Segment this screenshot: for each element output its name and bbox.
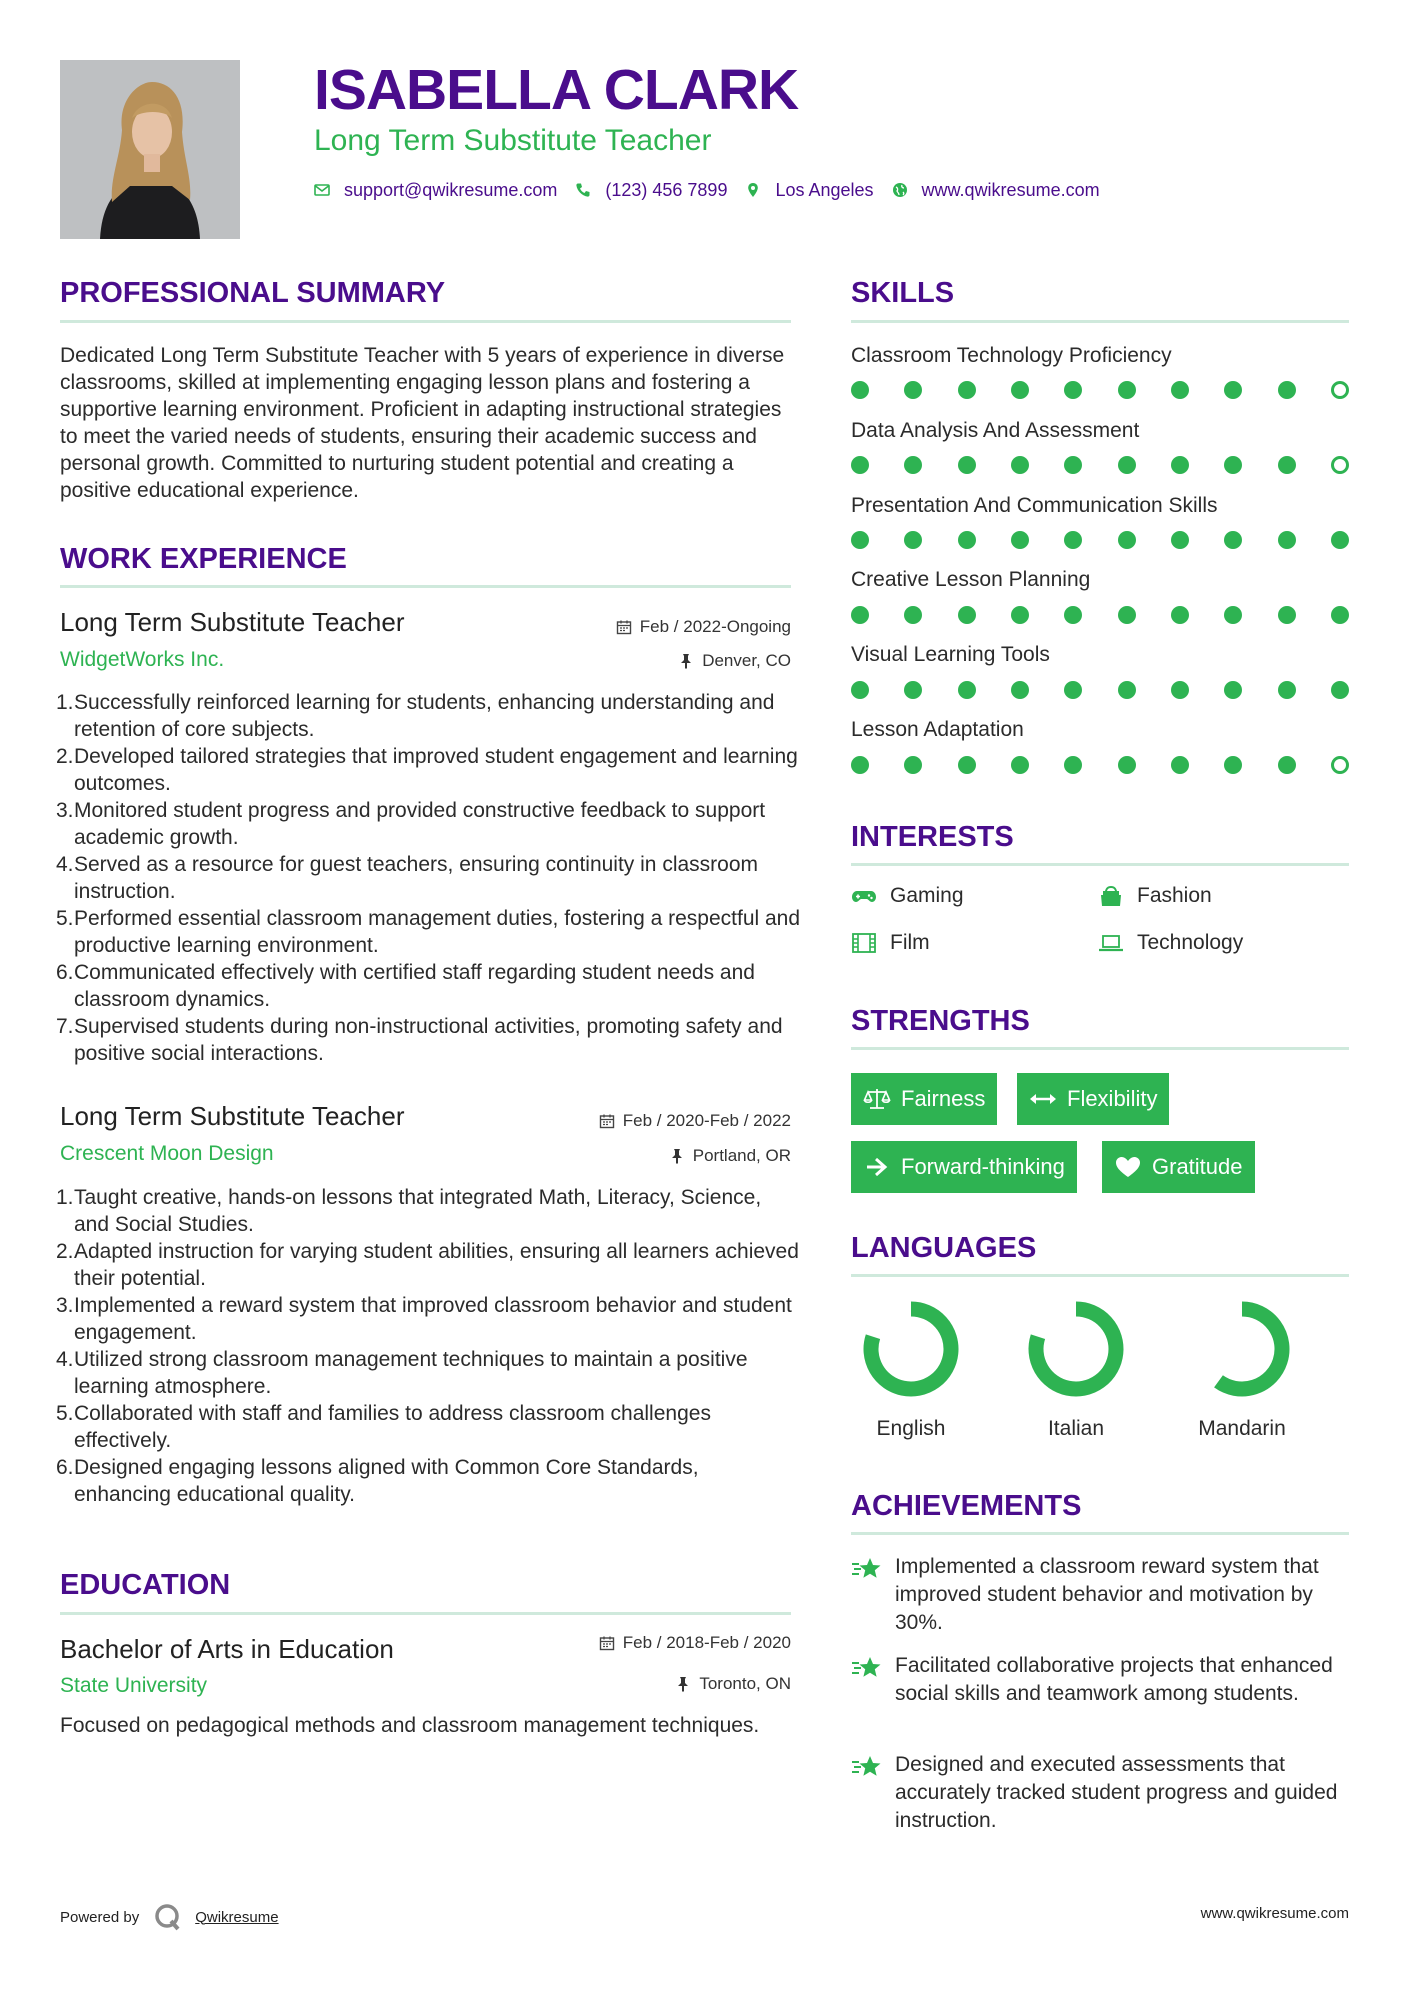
location-text: Los Angeles: [775, 179, 874, 200]
list-item: 2. Adapted instruction for varying student abilities, ensuring all learners achieved their potential.: [56, 1240, 799, 1290]
footer-website[interactable]: www.qwikresume.com: [1200, 1905, 1349, 1922]
skill-dot-filled: [1224, 606, 1242, 624]
skill-dot-filled: [851, 756, 869, 774]
skill-dot-filled: [1278, 756, 1296, 774]
job-title: Long Term Substitute Teacher: [60, 607, 405, 637]
shopping-bag-icon: [1098, 885, 1124, 907]
skill-dot-filled: [1171, 681, 1189, 699]
interest-item: [1098, 883, 1212, 909]
job-company: Crescent Moon Design: [60, 1142, 274, 1165]
pin-icon: [678, 653, 694, 669]
skill-dot-filled: [1011, 531, 1029, 549]
language-proficiency-ring: [862, 1300, 960, 1398]
footer-powered-by: [60, 1902, 279, 1932]
skill-name: Lesson Adaptation: [851, 718, 1024, 741]
skill-dot-filled: [904, 756, 922, 774]
degree-title: Bachelor of Arts in Education: [60, 1634, 394, 1664]
strength-badge: [851, 1141, 1077, 1193]
heart-icon: [1114, 1155, 1142, 1179]
achievement-text: Implemented a classroom reward system that improved student behavior and motivation by 30%.: [895, 1555, 1319, 1634]
languages-heading: LANGUAGES: [851, 1232, 1037, 1264]
calendar-icon: [616, 619, 632, 635]
list-item: 5. Collaborated with staff and families to address classroom challenges effectively.: [56, 1402, 711, 1452]
job-date-text: Feb / 2022-Ongoing: [639, 617, 791, 636]
achievement-item: [851, 1553, 1351, 1637]
list-item: 6. Designed engaging lessons aligned with Common Core Standards, enhancing educational quality.: [56, 1456, 699, 1506]
strength-label: Flexibility: [1067, 1086, 1158, 1111]
job-date-text: Feb / 2020-Feb / 2022: [622, 1111, 791, 1130]
interest-item: [851, 930, 930, 956]
list-item: 5. Performed essential classroom management duties, fostering a respectful and productive learning environment.: [56, 907, 801, 957]
summary-divider: [60, 320, 791, 323]
skill-rating: [851, 680, 1349, 700]
skills-heading: SKILLS: [851, 277, 955, 309]
contact-location: [745, 180, 873, 201]
experience-heading: WORK EXPERIENCE: [60, 543, 347, 575]
language-item: [1187, 1300, 1297, 1442]
skill-dot-filled: [958, 606, 976, 624]
education-location-text: Toronto, ON: [699, 1674, 791, 1693]
education-location: [675, 1673, 791, 1695]
skill-dot-filled: [958, 756, 976, 774]
summary-heading: PROFESSIONAL SUMMARY: [60, 277, 446, 309]
calendar-icon: [599, 1635, 615, 1651]
skill-dot-filled: [1171, 606, 1189, 624]
job-location-text: Portland, OR: [692, 1146, 791, 1165]
skill-dot-empty: [1331, 456, 1349, 474]
list-item: 3. Monitored student progress and provided constructive feedback to support academic growth.: [56, 799, 766, 849]
interest-item: [1098, 930, 1243, 956]
envelope-icon: [314, 182, 330, 198]
job-date: [616, 616, 791, 638]
star-award-icon: [851, 1654, 883, 1682]
skill-dot-filled: [1171, 456, 1189, 474]
laptop-icon: [1098, 932, 1124, 954]
star-award-icon: [851, 1555, 883, 1583]
interest-label: Fashion: [1137, 884, 1212, 907]
skill-rating: [851, 530, 1349, 550]
skill-rating: [851, 455, 1349, 475]
education-heading: EDUCATION: [60, 1569, 231, 1601]
skill-dot-filled: [1011, 456, 1029, 474]
job-company: WidgetWorks Inc.: [60, 648, 225, 671]
skill-dot-empty: [1331, 756, 1349, 774]
skill-dot-filled: [1278, 456, 1296, 474]
skill-dot-filled: [1171, 756, 1189, 774]
list-item: 1. Taught creative, hands-on lessons that integrated Math, Literacy, Science, and Social Studies.: [56, 1186, 762, 1236]
skill-dot-filled: [1224, 456, 1242, 474]
pin-icon: [669, 1148, 685, 1164]
skill-dot-filled: [1118, 531, 1136, 549]
strength-badge: [1102, 1141, 1255, 1193]
skill-name: Visual Learning Tools: [851, 643, 1050, 666]
skill-dot-empty: [1331, 381, 1349, 399]
skill-dot-filled: [1064, 456, 1082, 474]
skill-rating: [851, 755, 1349, 775]
list-item: 4. Served as a resource for guest teachers, ensuring continuity in classroom instruction.: [56, 853, 759, 903]
contact-email[interactable]: [314, 180, 557, 201]
skill-dot-filled: [1278, 606, 1296, 624]
profile-photo: [60, 60, 240, 239]
achievement-item: [851, 1652, 1351, 1708]
skill-dot-filled: [1118, 606, 1136, 624]
education-description: Focused on pedagogical methods and classroom management techniques.: [60, 1714, 760, 1737]
calendar-icon: [599, 1113, 615, 1129]
achievements-divider: [851, 1532, 1349, 1535]
skill-dot-filled: [904, 381, 922, 399]
strength-label: Fairness: [901, 1086, 986, 1111]
film-icon: [851, 932, 877, 954]
globe-icon: [892, 182, 908, 198]
skill-name: Data Analysis And Assessment: [851, 419, 1140, 442]
skill-dot-filled: [1118, 381, 1136, 399]
contact-website[interactable]: [892, 180, 1100, 201]
interest-label: Gaming: [890, 884, 964, 907]
job-date: [599, 1110, 791, 1132]
phone-text: (123) 456 7899: [605, 179, 728, 200]
achievement-text: Facilitated collaborative projects that enhanced social skills and teamwork among students.: [895, 1654, 1333, 1705]
skills-divider: [851, 320, 1349, 323]
skill-dot-filled: [1171, 531, 1189, 549]
gamepad-icon: [851, 885, 877, 907]
skill-dot-filled: [958, 681, 976, 699]
interest-label: Film: [890, 931, 930, 954]
school-name: State University: [60, 1674, 208, 1697]
language-name: Italian: [1047, 1417, 1105, 1440]
candidate-name: ISABELLA CLARK: [314, 58, 799, 122]
skill-dot-filled: [851, 531, 869, 549]
skill-dot-filled: [1331, 606, 1349, 624]
skill-dot-filled: [958, 456, 976, 474]
skill-dot-filled: [851, 606, 869, 624]
language-item: [856, 1300, 966, 1442]
skill-dot-filled: [1118, 756, 1136, 774]
strengths-divider: [851, 1047, 1349, 1050]
skill-dot-filled: [1064, 531, 1082, 549]
language-name: Mandarin: [1198, 1417, 1286, 1440]
job-location: [678, 650, 791, 672]
skill-dot-filled: [904, 606, 922, 624]
achievement-item: [851, 1751, 1351, 1835]
skill-dot-filled: [1011, 606, 1029, 624]
skill-dot-filled: [1224, 681, 1242, 699]
powered-by-text: Powered by: [60, 1908, 140, 1926]
skill-dot-filled: [851, 456, 869, 474]
skill-dot-filled: [1064, 606, 1082, 624]
skill-dot-filled: [904, 681, 922, 699]
skill-rating: [851, 380, 1349, 400]
arrow-right-icon: [863, 1155, 891, 1179]
map-marker-icon: [745, 182, 761, 198]
list-item: 7. Supervised students during non-instructional activities, promoting safety and positive social interactions.: [56, 1015, 783, 1065]
strength-badge: [1017, 1073, 1169, 1125]
contact-bar: [314, 178, 1118, 202]
education-date: [599, 1632, 791, 1654]
phone-icon: [575, 182, 591, 198]
list-item: 4. Utilized strong classroom management techniques to maintain a positive learning atmosphere.: [56, 1348, 748, 1398]
list-item: 3. Implemented a reward system that improved classroom behavior and student engagement.: [56, 1294, 792, 1344]
skill-dot-filled: [958, 381, 976, 399]
skill-dot-filled: [851, 681, 869, 699]
skill-dot-filled: [1278, 381, 1296, 399]
arrows-horizontal-icon: [1029, 1087, 1057, 1111]
skill-dot-filled: [1064, 681, 1082, 699]
skill-dot-filled: [1064, 756, 1082, 774]
skill-rating: [851, 605, 1349, 625]
email-text: support@qwikresume.com: [344, 179, 558, 200]
skill-dot-filled: [1171, 381, 1189, 399]
interest-item: [851, 883, 964, 909]
balance-scale-icon: [863, 1087, 891, 1111]
job-location: [669, 1145, 791, 1167]
language-ring-arc: [871, 1309, 951, 1389]
skill-dot-filled: [1118, 456, 1136, 474]
strength-label: Forward-thinking: [901, 1154, 1065, 1179]
qwikresume-link[interactable]: Qwikresume: [195, 1908, 279, 1926]
skill-dot-filled: [1331, 531, 1349, 549]
language-proficiency-ring: [1193, 1300, 1291, 1398]
skill-dot-filled: [904, 531, 922, 549]
interests-heading: INTERESTS: [851, 821, 1014, 853]
interests-divider: [851, 863, 1349, 866]
list-item: 2. Developed tailored strategies that improved student engagement and learning outcomes.: [56, 745, 798, 795]
skill-dot-filled: [1278, 681, 1296, 699]
languages-divider: [851, 1274, 1349, 1277]
qwikresume-logo-icon: [153, 1902, 183, 1932]
achievements-heading: ACHIEVEMENTS: [851, 1490, 1082, 1522]
skill-dot-filled: [1224, 531, 1242, 549]
skill-dot-filled: [1224, 756, 1242, 774]
experience-divider: [60, 585, 791, 588]
contact-phone[interactable]: [575, 180, 727, 201]
skill-dot-filled: [1331, 681, 1349, 699]
achievement-text: Designed and executed assessments that accurately tracked student progress and guided instruction.: [895, 1753, 1338, 1832]
skill-dot-filled: [1064, 381, 1082, 399]
pin-icon: [675, 1676, 691, 1692]
language-ring-arc: [1218, 1309, 1282, 1389]
strengths-heading: STRENGTHS: [851, 1005, 1030, 1037]
skill-dot-filled: [958, 531, 976, 549]
website-text: www.qwikresume.com: [921, 179, 1100, 200]
skill-dot-filled: [1224, 381, 1242, 399]
language-item: [1021, 1300, 1131, 1442]
job-location-text: Denver, CO: [702, 651, 791, 670]
list-item: 1. Successfully reinforced learning for students, enhancing understanding and retention of core subjects.: [56, 691, 775, 741]
skill-dot-filled: [1011, 381, 1029, 399]
skill-name: Creative Lesson Planning: [851, 568, 1091, 591]
education-divider: [60, 1612, 791, 1615]
skill-dot-filled: [1011, 756, 1029, 774]
candidate-title: Long Term Substitute Teacher: [314, 124, 712, 157]
skill-dot-filled: [904, 456, 922, 474]
strength-badge: [851, 1073, 997, 1125]
list-item: 6. Communicated effectively with certified staff regarding student needs and classroom dynamics.: [56, 961, 755, 1011]
job-duties-list: [56, 1184, 801, 1508]
job-duties-list: [56, 689, 801, 1067]
summary-text: Dedicated Long Term Substitute Teacher with 5 years of experience in diverse classrooms, skilled at implementing engaging lesson plans and fostering a supportive learning environment. Proficient in adapting instructional strategies to meet the varied needs of students, ensuring their academic success and personal growth. Committed to nurturing student potential and creating a positive educational experience.: [60, 344, 785, 502]
interest-label: Technology: [1137, 931, 1244, 954]
skill-name: Classroom Technology Proficiency: [851, 344, 1172, 367]
star-award-icon: [851, 1753, 883, 1781]
job-title: Long Term Substitute Teacher: [60, 1101, 405, 1131]
skill-dot-filled: [1011, 681, 1029, 699]
strength-label: Gratitude: [1152, 1154, 1243, 1179]
education-date-text: Feb / 2018-Feb / 2020: [622, 1633, 791, 1652]
skill-dot-filled: [1118, 681, 1136, 699]
language-proficiency-ring: [1027, 1300, 1125, 1398]
skill-dot-filled: [851, 381, 869, 399]
skill-dot-filled: [1278, 531, 1296, 549]
skill-name: Presentation And Communication Skills: [851, 494, 1218, 517]
language-name: English: [876, 1417, 946, 1440]
language-ring-arc: [1036, 1309, 1116, 1389]
